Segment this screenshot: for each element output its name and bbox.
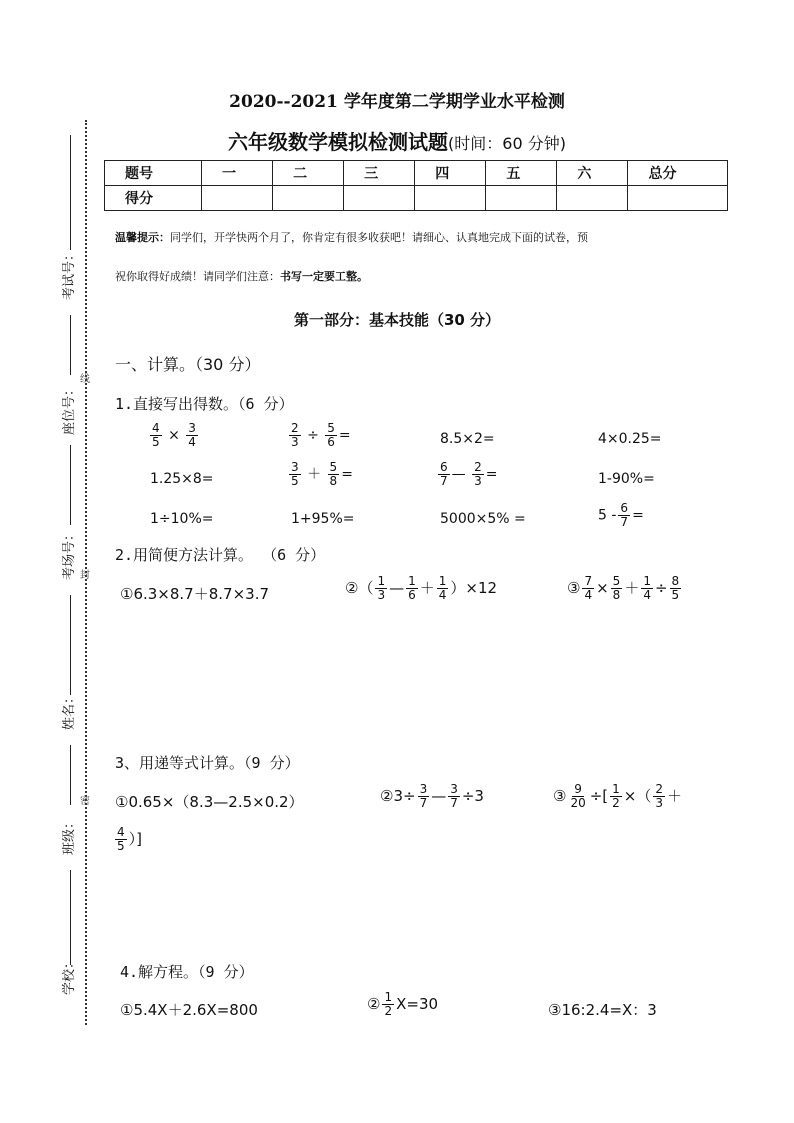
binding-mark-mi: 密: [80, 796, 90, 807]
q3-b: ②3÷ $\frac{3}{7}$ — $\frac{3}{7}$ ÷3: [380, 782, 484, 811]
tip-label: 温馨提示：: [115, 231, 170, 244]
q2-c: ③ $\frac{7}{4}$ × $\frac{5}{8}$ ＋ $\frac{1}{4}$ ÷ $\frac{8}{5}$: [567, 574, 680, 603]
tip-text-1: 同学们，开学快两个月了，你肯定有很多收获吧！请细心、认真地完成下面的试卷，预: [170, 231, 588, 244]
exam-subtitle: [0, 126, 794, 155]
score-cell[interactable]: [202, 186, 273, 211]
q1-r3-b: 1+95%=: [291, 511, 355, 527]
tip-line-1: [115, 229, 588, 245]
subtitle-text: 六年级数学模拟检测试题: [228, 130, 449, 154]
q4-title: 4.解方程。（9 分）: [120, 963, 254, 981]
score-cell[interactable]: [344, 186, 415, 211]
section1-heading: 一、计算。（30 分）: [115, 355, 261, 374]
q4-b: ② $\frac{1}{2}$ X=30: [367, 990, 439, 1019]
exam-title: 2020--2021 学年度第二学期学业水平检测: [229, 92, 565, 112]
school-underline: [70, 870, 71, 965]
room-no-underline: [70, 445, 71, 525]
q1-r3-a: 1÷10%=: [150, 511, 214, 527]
tip-line-2: [115, 268, 368, 284]
q1-r3-d: 5 - $\frac{6}{7}$ =: [598, 501, 644, 530]
seat-no-label: 座位号：: [62, 382, 77, 435]
q1-r1-a: $\frac{4}{5}$ × $\frac{3}{4}$: [152, 421, 196, 450]
score-header-cell: 四: [415, 161, 486, 186]
tip-text-2: 祝你取得好成绩！请同学们注意：: [115, 270, 280, 283]
score-header-cell: 题号: [105, 161, 202, 186]
score-cell[interactable]: [628, 186, 728, 211]
score-header-cell: 一: [202, 161, 273, 186]
room-no-label: 考场号：: [62, 527, 77, 580]
q1-title: 1.直接写出得数。（6 分）: [115, 395, 294, 413]
score-cell[interactable]: [486, 186, 557, 211]
q3-title: 3、用递等式计算。（9 分）: [115, 754, 300, 772]
q1-r2-d: 1-90%=: [598, 471, 655, 487]
school-label: 学校：: [62, 955, 77, 995]
score-cell[interactable]: [415, 186, 486, 211]
q4-a: ①5.4X＋2.6X=800: [120, 1001, 258, 1019]
q1-r1-c: 8.5×2=: [440, 431, 495, 447]
binding-mark-feng: 封: [80, 570, 90, 581]
name-underline: [70, 595, 71, 695]
class-underline: [70, 745, 71, 805]
binding-mark-xian: 线: [80, 374, 90, 385]
score-cell[interactable]: [557, 186, 628, 211]
q3-a: ①0.65×（8.3—2.5×0.2）: [115, 793, 304, 811]
q1-r2-a: 1.25×8=: [150, 471, 214, 487]
score-row-label: 得分: [105, 186, 202, 211]
score-header-cell: 二: [273, 161, 344, 186]
score-cell[interactable]: [273, 186, 344, 211]
score-header-cell: 总分: [628, 161, 728, 186]
q1-r2-c: $\frac{6}{7}$ — $\frac{2}{3}$ =: [440, 460, 498, 489]
q3-c-continued: $\frac{4}{5}$ ）]: [117, 825, 142, 854]
q3-c: ③ $\frac{9}{20}$ ÷[ $\frac{1}{2}$ ×（ $\frac{2}{3}$ ＋: [553, 782, 683, 811]
score-table-score-row: [105, 186, 728, 211]
score-header-cell: 五: [486, 161, 557, 186]
class-label: 班级：: [62, 815, 77, 855]
q2-b: ②（ $\frac{1}{3}$ — $\frac{1}{6}$ ＋ $\frac{1}{4}$ ）×12: [345, 574, 498, 603]
exam-no-label: 考试号：: [62, 247, 77, 300]
q4-c: ③16:2.4=X：3: [548, 1001, 657, 1019]
part1-heading: 第一部分：基本技能（30 分）: [293, 311, 501, 329]
q2-title: 2.用简便方法计算。 （6 分）: [115, 546, 326, 564]
q2-a: ①6.3×8.7＋8.7×3.7: [120, 585, 270, 603]
name-label: 姓名：: [62, 690, 77, 730]
tip-bold: 书写一定要工整。: [280, 270, 368, 283]
q1-r2-b: $\frac{3}{5}$ ＋ $\frac{5}{8}$ =: [291, 460, 353, 489]
score-header-cell: 六: [557, 161, 628, 186]
score-table-header-row: [105, 161, 728, 186]
q1-r1-d: 4×0.25=: [598, 431, 662, 447]
score-header-cell: 三: [344, 161, 415, 186]
q1-r3-c: 5000×5% =: [440, 511, 526, 527]
score-table: [104, 160, 728, 211]
q1-r1-b: $\frac{2}{3}$ ÷ $\frac{5}{6}$ =: [291, 421, 351, 450]
time-note: (时间：60 分钟): [448, 134, 566, 153]
